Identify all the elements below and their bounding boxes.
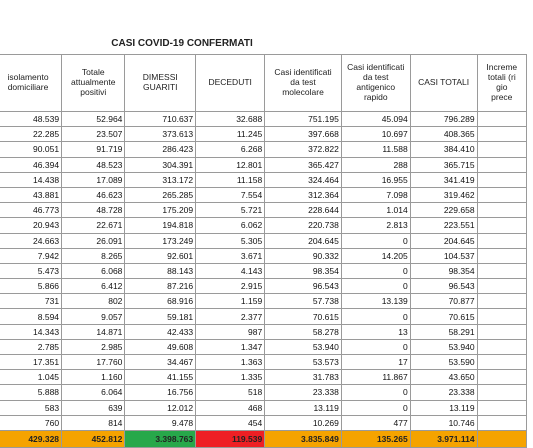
total-test-molecolare: 3.835.849: [265, 430, 342, 447]
cell-test-antigenico: 10.697: [341, 127, 410, 142]
cell-dimessi-guariti: 175.209: [125, 203, 196, 218]
cell-incremento: [477, 172, 526, 187]
cell-test-antigenico: 0: [341, 233, 410, 248]
cell-isolamento: 14.438: [0, 172, 62, 187]
cell-test-molecolare: 10.269: [265, 415, 342, 430]
cell-incremento: [477, 248, 526, 263]
table-row: [0, 172, 527, 187]
top-margin: [0, 0, 533, 38]
cell-dimessi-guariti: 59.181: [125, 309, 196, 324]
cell-deceduti: 5.721: [196, 203, 265, 218]
cell-casi-totali: 13.119: [410, 400, 477, 415]
cell-totale-positivi: 48.728: [62, 203, 125, 218]
cell-test-antigenico: 2.813: [341, 218, 410, 233]
cell-isolamento: 7.942: [0, 248, 62, 263]
cell-incremento: [477, 370, 526, 385]
cell-incremento: [477, 309, 526, 324]
totals-row: [0, 430, 527, 447]
cell-deceduti: 5.305: [196, 233, 265, 248]
cell-casi-totali: 53.590: [410, 355, 477, 370]
cell-isolamento: 731: [0, 294, 62, 309]
cell-test-antigenico: 13: [341, 324, 410, 339]
cell-deceduti: 7.554: [196, 187, 265, 202]
cell-incremento: [477, 233, 526, 248]
cell-test-molecolare: 220.738: [265, 218, 342, 233]
cell-totale-positivi: 17.089: [62, 172, 125, 187]
cell-casi-totali: 223.551: [410, 218, 477, 233]
header-dimessi-guariti: DIMESSI GUARITI: [125, 55, 196, 112]
cell-totale-positivi: 2.985: [62, 339, 125, 354]
header-row: [0, 55, 527, 112]
cell-incremento: [477, 157, 526, 172]
total-isolamento: 429.328: [0, 430, 62, 447]
cell-dimessi-guariti: 41.155: [125, 370, 196, 385]
cell-isolamento: 24.663: [0, 233, 62, 248]
cell-test-molecolare: 58.278: [265, 324, 342, 339]
cell-test-molecolare: 312.364: [265, 187, 342, 202]
cell-totale-positivi: 814: [62, 415, 125, 430]
cell-test-molecolare: 53.573: [265, 355, 342, 370]
cell-incremento: [477, 142, 526, 157]
cell-incremento: [477, 415, 526, 430]
cell-deceduti: 6.268: [196, 142, 265, 157]
table-title: CASI COVID-19 CONFERMATI: [111, 38, 253, 49]
cell-test-molecolare: 57.738: [265, 294, 342, 309]
table-row: [0, 112, 527, 127]
cell-deceduti: 11.245: [196, 127, 265, 142]
table-row: [0, 127, 527, 142]
cell-totale-positivi: 639: [62, 400, 125, 415]
cell-totale-positivi: 6.412: [62, 279, 125, 294]
cell-totale-positivi: 14.871: [62, 324, 125, 339]
table-row: [0, 203, 527, 218]
cell-casi-totali: 43.650: [410, 370, 477, 385]
cell-deceduti: 32.688: [196, 112, 265, 127]
cell-isolamento: 90.051: [0, 142, 62, 157]
cell-incremento: [477, 324, 526, 339]
cell-test-molecolare: 324.464: [265, 172, 342, 187]
cell-incremento: [477, 127, 526, 142]
cell-test-antigenico: 16.955: [341, 172, 410, 187]
table-row: [0, 400, 527, 415]
cell-incremento: [477, 203, 526, 218]
cell-dimessi-guariti: 9.478: [125, 415, 196, 430]
table-row: [0, 339, 527, 354]
cell-test-antigenico: 0: [341, 279, 410, 294]
table-row: [0, 415, 527, 430]
cell-incremento: [477, 400, 526, 415]
cell-deceduti: 2.915: [196, 279, 265, 294]
cell-casi-totali: 70.615: [410, 309, 477, 324]
cell-totale-positivi: 91.719: [62, 142, 125, 157]
cell-casi-totali: 96.543: [410, 279, 477, 294]
cell-totale-positivi: 17.760: [62, 355, 125, 370]
cell-isolamento: 760: [0, 415, 62, 430]
total-incremento: [477, 430, 526, 447]
cell-totale-positivi: 22.671: [62, 218, 125, 233]
cell-isolamento: 46.394: [0, 157, 62, 172]
table-row: [0, 187, 527, 202]
cell-isolamento: 1.045: [0, 370, 62, 385]
cell-test-antigenico: 14.205: [341, 248, 410, 263]
cell-deceduti: 518: [196, 385, 265, 400]
table-row: [0, 309, 527, 324]
header-isolamento: isolamento domiciliare: [0, 55, 62, 112]
total-test-antigenico: 135.265: [341, 430, 410, 447]
cell-incremento: [477, 187, 526, 202]
cell-deceduti: 1.159: [196, 294, 265, 309]
cell-incremento: [477, 355, 526, 370]
cell-test-molecolare: 751.195: [265, 112, 342, 127]
cell-test-molecolare: 53.940: [265, 339, 342, 354]
cell-test-antigenico: 0: [341, 339, 410, 354]
cell-totale-positivi: 52.964: [62, 112, 125, 127]
total-deceduti: 119.539: [196, 430, 265, 447]
cell-casi-totali: 384.410: [410, 142, 477, 157]
cell-test-molecolare: 96.543: [265, 279, 342, 294]
cell-casi-totali: 229.658: [410, 203, 477, 218]
cell-deceduti: 2.377: [196, 309, 265, 324]
cell-dimessi-guariti: 194.818: [125, 218, 196, 233]
cell-casi-totali: 341.419: [410, 172, 477, 187]
cell-dimessi-guariti: 304.391: [125, 157, 196, 172]
table-row: [0, 385, 527, 400]
table-row: [0, 218, 527, 233]
cell-totale-positivi: 1.160: [62, 370, 125, 385]
table-row: [0, 279, 527, 294]
cell-dimessi-guariti: 87.216: [125, 279, 196, 294]
cell-test-molecolare: 70.615: [265, 309, 342, 324]
table-row: [0, 157, 527, 172]
cell-dimessi-guariti: 286.423: [125, 142, 196, 157]
cell-incremento: [477, 339, 526, 354]
cell-test-antigenico: 477: [341, 415, 410, 430]
cell-incremento: [477, 263, 526, 278]
cell-isolamento: 22.285: [0, 127, 62, 142]
cell-incremento: [477, 385, 526, 400]
cell-isolamento: 583: [0, 400, 62, 415]
cell-casi-totali: 23.338: [410, 385, 477, 400]
cell-test-antigenico: 7.098: [341, 187, 410, 202]
cell-totale-positivi: 46.623: [62, 187, 125, 202]
table-row: [0, 294, 527, 309]
cell-totale-positivi: 6.064: [62, 385, 125, 400]
cell-incremento: [477, 112, 526, 127]
cell-dimessi-guariti: 710.637: [125, 112, 196, 127]
table-row: [0, 324, 527, 339]
cell-test-molecolare: 13.119: [265, 400, 342, 415]
cell-test-antigenico: 17: [341, 355, 410, 370]
cell-test-molecolare: 397.668: [265, 127, 342, 142]
cell-totale-positivi: 48.523: [62, 157, 125, 172]
cell-dimessi-guariti: 16.756: [125, 385, 196, 400]
cell-dimessi-guariti: 49.608: [125, 339, 196, 354]
cell-test-molecolare: 31.783: [265, 370, 342, 385]
cell-deceduti: 468: [196, 400, 265, 415]
cell-dimessi-guariti: 12.012: [125, 400, 196, 415]
cell-incremento: [477, 218, 526, 233]
cell-casi-totali: 10.746: [410, 415, 477, 430]
cell-isolamento: 46.773: [0, 203, 62, 218]
cell-casi-totali: 53.940: [410, 339, 477, 354]
cell-dimessi-guariti: 68.916: [125, 294, 196, 309]
cell-dimessi-guariti: 265.285: [125, 187, 196, 202]
cell-isolamento: 5.888: [0, 385, 62, 400]
header-deceduti: DECEDUTI: [196, 55, 265, 112]
cell-isolamento: 17.351: [0, 355, 62, 370]
table-row: [0, 248, 527, 263]
cell-deceduti: 3.671: [196, 248, 265, 263]
cell-casi-totali: 98.354: [410, 263, 477, 278]
table-title-row: [0, 38, 533, 53]
header-test-antigenico: Casi identificati da test antigenico rapido: [341, 55, 410, 112]
cell-totale-positivi: 802: [62, 294, 125, 309]
cell-totale-positivi: 26.091: [62, 233, 125, 248]
table-row: [0, 233, 527, 248]
cell-casi-totali: 365.715: [410, 157, 477, 172]
cell-casi-totali: 319.462: [410, 187, 477, 202]
cell-deceduti: 6.062: [196, 218, 265, 233]
cell-isolamento: 20.943: [0, 218, 62, 233]
covid-cases-table: [0, 54, 527, 448]
table-row: [0, 263, 527, 278]
cell-deceduti: 4.143: [196, 263, 265, 278]
cell-test-antigenico: 1.014: [341, 203, 410, 218]
header-incremento: Increme totali (ri gio prece: [477, 55, 526, 112]
cell-test-antigenico: 0: [341, 263, 410, 278]
cell-test-antigenico: 11.588: [341, 142, 410, 157]
cell-deceduti: 1.347: [196, 339, 265, 354]
cell-isolamento: 2.785: [0, 339, 62, 354]
cell-deceduti: 1.363: [196, 355, 265, 370]
cell-deceduti: 1.335: [196, 370, 265, 385]
cell-casi-totali: 796.289: [410, 112, 477, 127]
table-row: [0, 142, 527, 157]
cell-casi-totali: 204.645: [410, 233, 477, 248]
cell-test-molecolare: 365.427: [265, 157, 342, 172]
cell-totale-positivi: 9.057: [62, 309, 125, 324]
cell-deceduti: 11.158: [196, 172, 265, 187]
cell-test-molecolare: 372.822: [265, 142, 342, 157]
cell-isolamento: 48.539: [0, 112, 62, 127]
cell-casi-totali: 408.365: [410, 127, 477, 142]
cell-incremento: [477, 279, 526, 294]
cell-test-antigenico: 45.094: [341, 112, 410, 127]
table-row: [0, 370, 527, 385]
header-totale-positivi: Totale attualmente positivi: [62, 55, 125, 112]
cell-deceduti: 454: [196, 415, 265, 430]
cell-test-molecolare: 23.338: [265, 385, 342, 400]
cell-test-antigenico: 0: [341, 385, 410, 400]
cell-test-antigenico: 0: [341, 400, 410, 415]
cell-dimessi-guariti: 88.143: [125, 263, 196, 278]
cell-isolamento: 14.343: [0, 324, 62, 339]
cell-isolamento: 8.594: [0, 309, 62, 324]
cell-test-antigenico: 11.867: [341, 370, 410, 385]
cell-dimessi-guariti: 34.467: [125, 355, 196, 370]
total-casi-totali: 3.971.114: [410, 430, 477, 447]
cell-casi-totali: 58.291: [410, 324, 477, 339]
cell-test-antigenico: 13.139: [341, 294, 410, 309]
cell-casi-totali: 104.537: [410, 248, 477, 263]
cell-totale-positivi: 23.507: [62, 127, 125, 142]
cell-dimessi-guariti: 92.601: [125, 248, 196, 263]
cell-isolamento: 5.473: [0, 263, 62, 278]
cell-isolamento: 5.866: [0, 279, 62, 294]
cell-test-antigenico: 288: [341, 157, 410, 172]
cell-incremento: [477, 294, 526, 309]
cell-isolamento: 43.881: [0, 187, 62, 202]
cell-test-molecolare: 98.354: [265, 263, 342, 278]
total-totale-positivi: 452.812: [62, 430, 125, 447]
cell-test-molecolare: 204.645: [265, 233, 342, 248]
cell-totale-positivi: 8.265: [62, 248, 125, 263]
table-row: [0, 355, 527, 370]
cell-casi-totali: 70.877: [410, 294, 477, 309]
header-casi-totali: CASI TOTALI: [410, 55, 477, 112]
cell-dimessi-guariti: 42.433: [125, 324, 196, 339]
total-dimessi-guariti: 3.398.763: [125, 430, 196, 447]
header-test-molecolare: Casi identificati da test molecolare: [265, 55, 342, 112]
cell-dimessi-guariti: 313.172: [125, 172, 196, 187]
cell-test-antigenico: 0: [341, 309, 410, 324]
cell-dimessi-guariti: 373.613: [125, 127, 196, 142]
cell-totale-positivi: 6.068: [62, 263, 125, 278]
cell-dimessi-guariti: 173.249: [125, 233, 196, 248]
cell-deceduti: 987: [196, 324, 265, 339]
cell-test-molecolare: 90.332: [265, 248, 342, 263]
cell-deceduti: 12.801: [196, 157, 265, 172]
cell-test-molecolare: 228.644: [265, 203, 342, 218]
